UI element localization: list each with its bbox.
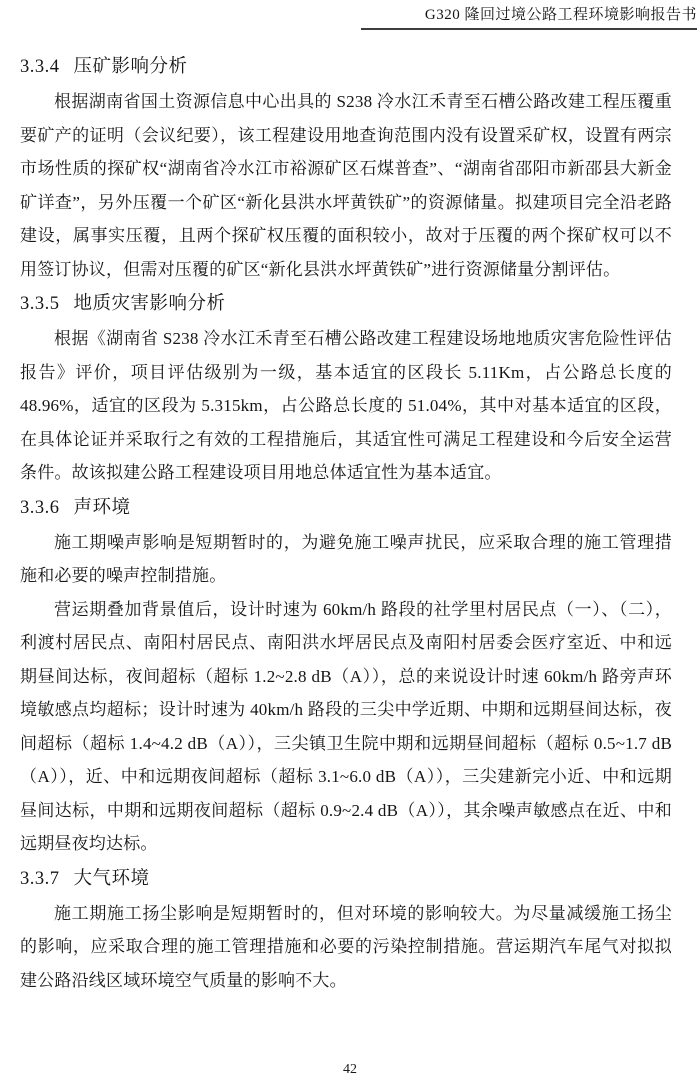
- section-heading-3-3-5: [20, 286, 672, 322]
- section-number: 3.3.4: [20, 57, 60, 77]
- paragraph: 根据《湖南省 S238 冷水江禾青至石槽公路改建工程建设场地地质灾害危险性评估报告》评价，项目评估级别为一级，基本适宜的区段长 5.11Km，占公路总长度的 48.96%，适宜的区段为 5.315km，占公路总长度的 51.04%，其中对基本适宜的区段，在具体论证并采取行之有效的工程措施后，其适宜性可满足工程建设和今后安全运营条件。故该拟建公路工程建设项目用地总体适宜性为基本适宜。: [20, 329, 672, 482]
- section-heading-3-3-6: [20, 490, 672, 526]
- section-number: 3.3.7: [20, 868, 60, 889]
- section-heading-3-3-7: [20, 861, 672, 897]
- header-title: G320 隆回过境公路工程环境影响报告书: [424, 7, 697, 23]
- paragraph: 根据湖南省国土资源信息中心出具的 S238 冷水江禾青至石槽公路改建工程压覆重要矿产的证明（会议纪要），该工程建设用地查询范围内没有设置采矿权，设置有两宗市场性质的探矿权“湖南省冷水江市裕源矿区石煤普查”、“湖南省邵阳市新邵县大新金矿详查”，另外压覆一个矿区“新化县洪水坪黄铁矿”的资源储量。拟建项目完全沿老路建设，属事实压覆，且两个探矿权压覆的面积较小，故对于压覆的两个探矿权可以不用签订协议，但需对压覆的矿区“新化县洪水坪黄铁矿”进行资源储量分割评估。: [20, 92, 672, 279]
- document-body: [20, 49, 672, 997]
- section-title: 地质灾害影响分析: [73, 294, 226, 314]
- section-title: 压矿影响分析: [73, 57, 188, 77]
- page-footer: [0, 1061, 700, 1079]
- paragraph: 施工期噪声影响是短期暂时的，为避免施工噪声扰民，应采取合理的施工管理措施和必要的噪声控制措施。: [20, 532, 672, 585]
- section-heading-3-3-4: [20, 49, 672, 85]
- page-number: 42: [343, 1062, 357, 1077]
- paragraph: 营运期叠加背景值后，设计时速为 60km/h 路段的社学里村居民点（一）、（二），利渡村居民点、南阳村居民点、南阳洪水坪居民点及南阳村居委会医疗室近、中和远期昼间达标，夜间超标（超标 1.2~2.8 dB（A）），总的来说设计时速 60km/h 路旁声环境敏感点均超标；设计时速为 40km/h 路段的三尖中学近期、中期和远期昼间达标，夜间超标（超标 1.4~4.2 dB（A）），三尖镇卫生院中期和远期昼间超标（超标 0.5~1.7 dB（A）），近、中和远期夜间超标（超标 3.1~6.0 dB（A）），三尖建新完小近、中和远期昼间达标，中期和远期夜间超标（超标 0.9~2.4 dB（A）），其余噪声敏感点在近、中和远期昼夜均达标。: [20, 599, 672, 853]
- section-number: 3.3.5: [20, 294, 60, 314]
- paragraph: 施工期施工扬尘影响是短期暂时的，但对环境的影响较大。为尽量减缓施工扬尘的影响，应采取合理的施工管理措施和必要的污染控制措施。营运期汽车尾气对拟拟建公路沿线区域环境空气质量的影响不大。: [20, 903, 672, 990]
- section-number: 3.3.6: [20, 497, 60, 518]
- page-header: [361, 6, 697, 30]
- section-title: 声环境: [73, 497, 131, 518]
- section-title: 大气环境: [73, 868, 150, 889]
